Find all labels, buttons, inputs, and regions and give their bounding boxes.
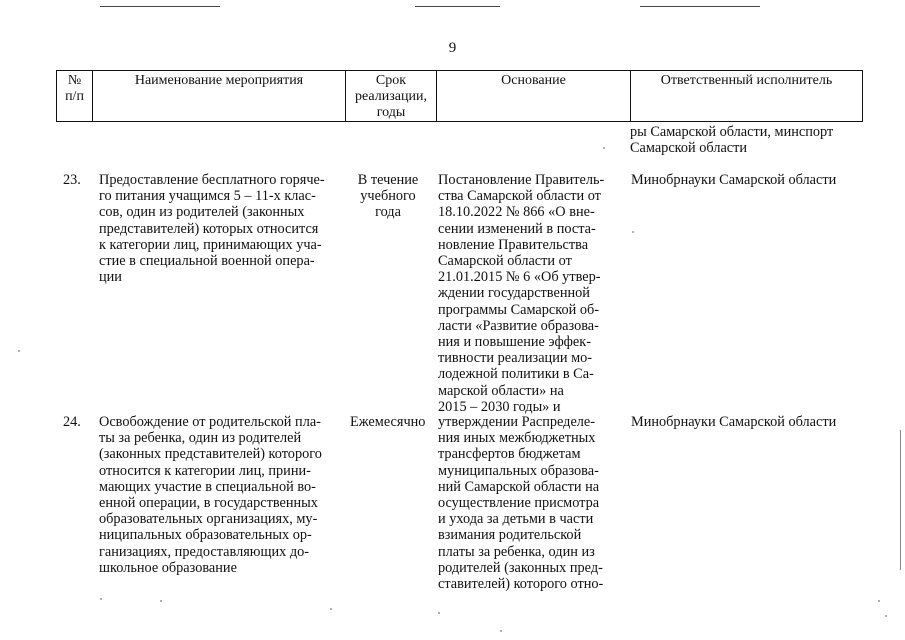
header-basis: Основание <box>437 71 631 122</box>
row-23-num: 23. <box>63 172 81 188</box>
page-number: 9 <box>448 40 457 56</box>
row-24-name: Освобождение от родительской пла- ты за ребенка, один из родителей (законных представителей) которого относится к категории лиц, прини- мающих участие в специальной во- енной операции, в государственных образовательных организациях, му- ниципальных образовательных ор- ганизациях, предоставляющих до- школьное образование <box>99 414 322 576</box>
row-24-basis: утверждении Распределе- ния иных межбюджетных трансфертов бюджетам муниципальных образова- ний Самарской области на осуществление присмотра и ухода за детьми в части взимания родительской платы за ребенка, один из родителей (законных пред- ставителей) которого отно- <box>438 414 604 593</box>
scan-top-line-right <box>640 6 760 7</box>
scan-top-line-left <box>100 6 220 7</box>
scan-top-line-middle <box>415 6 500 7</box>
row-24-executor: Минобрнауки Самарской области <box>631 414 837 430</box>
header-name: Наименование мероприятия <box>93 71 346 122</box>
scan-speck <box>18 350 20 352</box>
scan-speck <box>878 600 880 602</box>
row-23-executor: Минобрнауки Самарской области <box>631 172 837 188</box>
scan-speck <box>500 630 502 632</box>
header-term: Срок реализации, годы <box>346 71 437 122</box>
scan-speck <box>160 600 162 602</box>
row-23-basis: Постановление Правитель- ства Самарской области от 18.10.2022 № 866 «О вне- сении изменений в поста- новление Правительства Самарской области от 21.01.2015 № 6 «Об утвер- ждении государственной программы Самарской об- ласти «Развитие образова- ния и повышение эффек- тивности реализации мо- лодежной политики в Са- марской области» на 2015 – 2030 годы» и <box>438 172 605 415</box>
scan-speck <box>885 615 887 617</box>
scan-edge-line <box>900 430 901 570</box>
row-24-term: Ежемесячно <box>350 414 426 430</box>
row-23-term: В течение учебного года <box>357 172 419 221</box>
executor-continuation: ры Самарской области, минспорт Самарской области <box>630 124 834 157</box>
scan-speck <box>330 608 332 610</box>
header-num: № п/п <box>57 71 93 122</box>
row-24-num: 24. <box>63 414 81 430</box>
scan-speck <box>632 231 634 233</box>
row-23-name: Предоставление бесплатного горяче- го питания учащимся 5 – 11-х клас- сов, один из родителей (законных представителей) которых относится к категории лиц, принимающих уча- стие в специальной военной опера- ции <box>99 172 325 286</box>
scan-speck <box>100 598 102 600</box>
scan-speck <box>438 612 440 614</box>
table-header <box>56 70 863 122</box>
scan-speck <box>603 147 605 149</box>
header-executor: Ответственный исполнитель <box>631 71 863 122</box>
